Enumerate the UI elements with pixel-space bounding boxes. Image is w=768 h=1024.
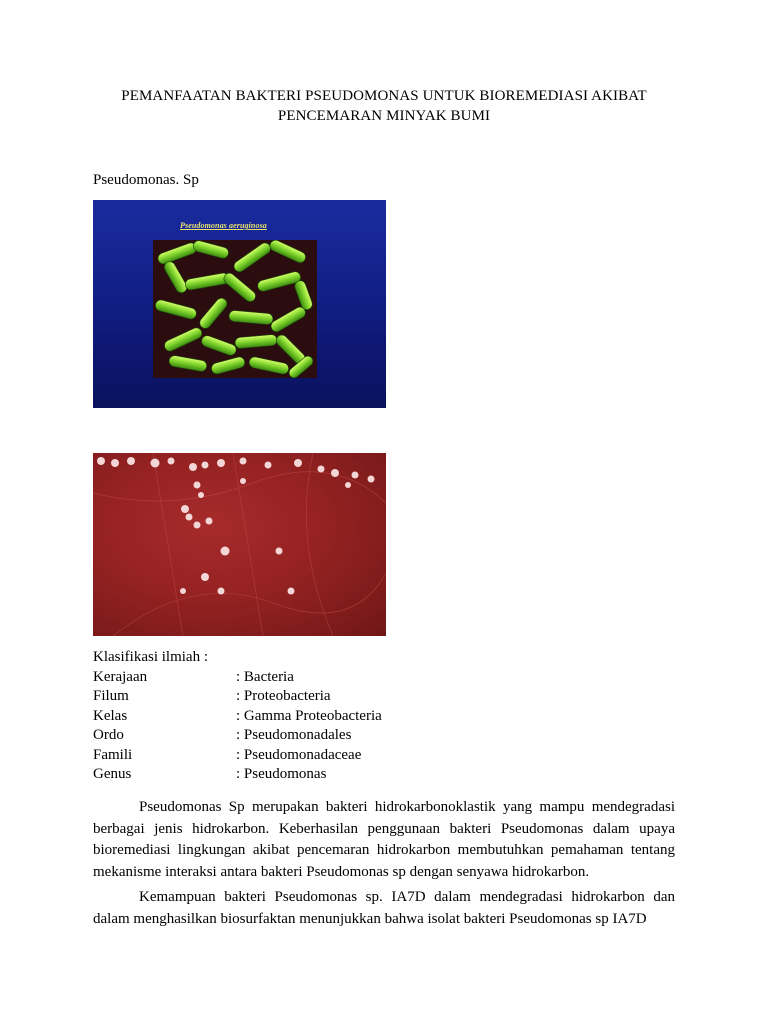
classification-value: : Bacteria [236,668,294,685]
classification-key: Kerajaan [93,668,148,685]
classification-heading: Klasifikasi ilmiah : [93,649,208,665]
classification-row [93,746,382,766]
classification-key: Ordo [93,727,124,743]
classification-value: : Gamma Proteobacteria [236,707,382,724]
bacteria-micrograph-image [93,200,386,408]
section-subheading: Pseudomonas. Sp [93,172,199,188]
classification-value: : Pseudomonas [236,766,327,782]
classification-value: : Proteobacteria [236,688,331,704]
classification-row [93,726,382,746]
classification-key: Genus [93,766,132,782]
document-title [60,86,708,126]
classification-key: Filum [93,688,129,704]
classification-key: Famili [93,746,133,763]
title-line-2: PENCEMARAN MINYAK BUMI [277,108,491,124]
classification-row [93,687,382,707]
classification-section [93,648,382,785]
micrograph-caption: Pseudomonas aeruginosa [180,221,267,230]
classification-row [93,765,382,785]
classification-row [93,707,382,727]
classification-value: : Pseudomonadales [236,727,352,743]
body-paragraph-1: Pseudomonas Sp merupakan bakteri hidrokarbonoklastik yang mampu mendegradasi berbagai jenis hidrokarbon. Keberhasilan penggunaan bakteri Pseudomonas dalam upaya bioremediasi lingkungan akibat pencemaran hidrokarbon membutuhkan pemahaman tentang mekanisme interaksi antara bakteri Pseudomonas sp dengan senyawa hidrokarbon. [93,799,675,880]
agar-colonies-image [93,453,386,636]
classification-row [93,668,382,688]
classification-value: : Pseudomonadaceae [236,746,362,763]
title-line-1: PEMANFAATAN BAKTERI PSEUDOMONAS UNTUK BIOREMEDIASI AKIBAT [121,88,647,104]
classification-key: Kelas [93,707,128,724]
body-paragraph-2: Kemampuan bakteri Pseudomonas sp. IA7D dalam mendegradasi hidrokarbon dan dalam menghasilkan biosurfaktan menunjukkan bahwa isolat bakteri Pseudomonas sp IA7D [93,889,675,927]
